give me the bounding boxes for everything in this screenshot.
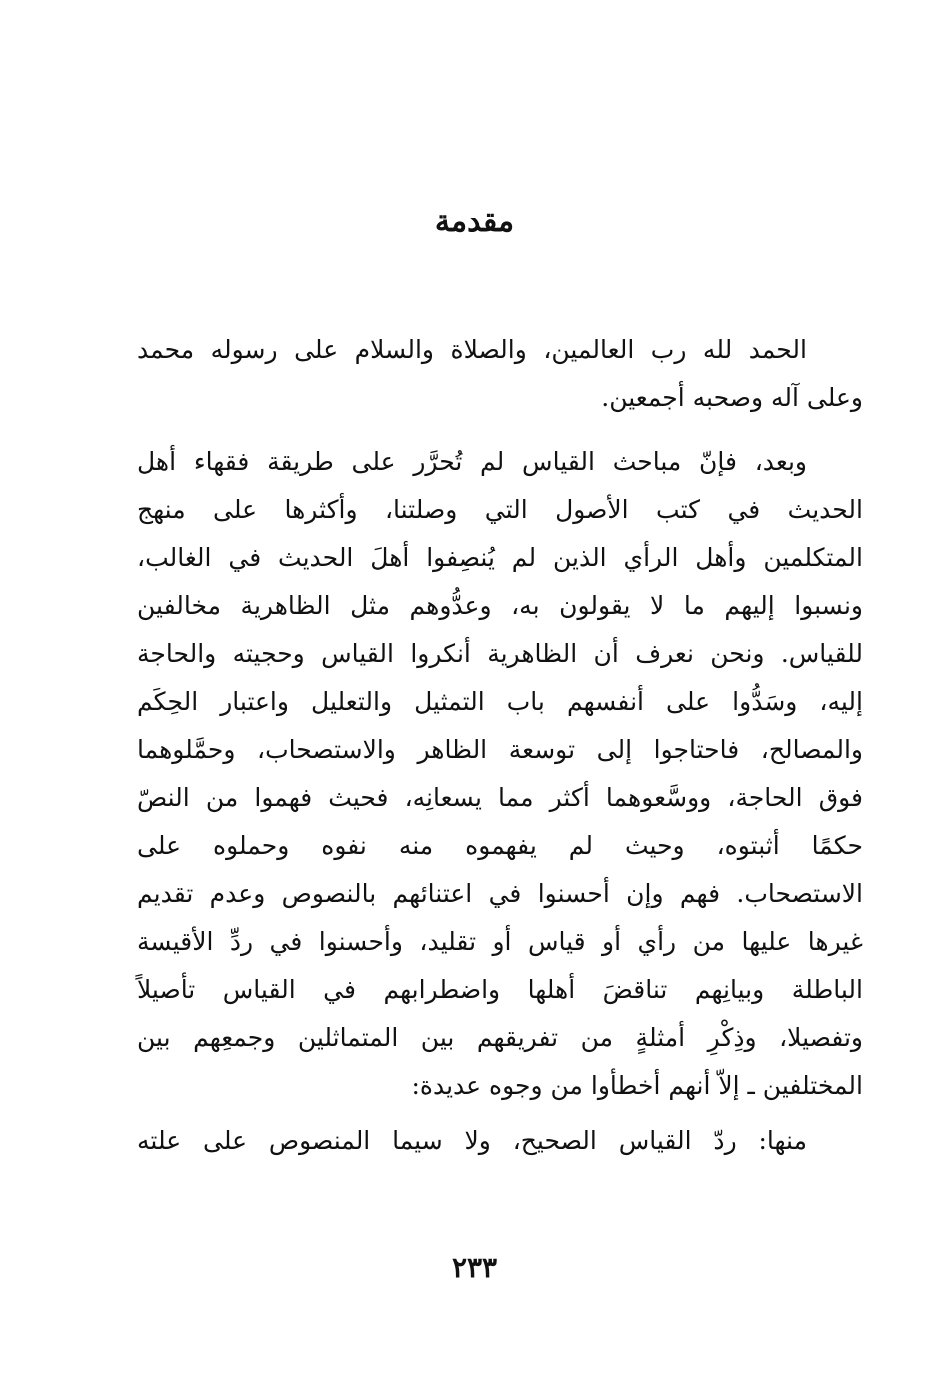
text-line: المختلفين ـ إلاّ أنهم أخطأوا من وجوه عديدة: xyxy=(411,1071,863,1100)
text-line: وبعد، فإنّ مباحث القياس لم تُحرَّر على طريقة فقهاء أهل xyxy=(137,447,807,476)
text-line: وعلى آله وصحبه أجمعين. xyxy=(601,383,863,412)
text-line: إليه، وسَدُّوا على أنفسهم باب التمثيل والتعليل واعتبار الحِكَم xyxy=(137,687,863,716)
text-line: غيرها عليها من رأي أو قياس أو تقليد، وأحسنوا في ردِّ الأقيسة xyxy=(137,927,863,956)
text-line: للقياس. ونحن نعرف أن الظاهرية أنكروا القياس وحجيته والحاجة xyxy=(137,639,863,668)
text-line: الباطلة وبيانِهم تناقضَ أهلها واضطرابهم في القياس تأصيلاً xyxy=(137,975,863,1004)
text-line: ونسبوا إليهم ما لا يقولون به، وعدُّوهم مثل الظاهرية مخالفين xyxy=(137,591,863,620)
text-line: والمصالح، فاحتاجوا إلى توسعة الظاهر والاستصحاب، وحمَّلوهما xyxy=(137,735,863,764)
text-line: منها: ردّ القياس الصحيح، ولا سيما المنصوص على علته xyxy=(137,1126,807,1155)
text-line: الاستصحاب. فهم وإن أحسنوا في اعتنائهم بالنصوص وعدم تقديم xyxy=(137,879,863,908)
text-line: الحديث في كتب الأصول التي وصلتنا، وأكثرها على منهج xyxy=(137,495,863,524)
paragraph-first-point xyxy=(137,1117,863,1165)
text-line: فوق الحاجة، ووسَّعوهما أكثر مما يسعانِه، فحيث فهموا من النصّ xyxy=(137,783,863,812)
text-line: حكمًا أثبتوه، وحيث لم يفهموه منه نفوه وحملوه على xyxy=(137,831,863,860)
paragraph-introduction xyxy=(137,438,863,1110)
page-number: ٢٣٣ xyxy=(451,1251,498,1284)
text-line: المتكلمين وأهل الرأي الذين لم يُنصِفوا أهلَ الحديث في الغالب، xyxy=(137,543,863,572)
page-title: مقدمة xyxy=(434,204,515,239)
text-line: الحمد لله رب العالمين، والصلاة والسلام على رسوله محمد xyxy=(137,335,807,364)
text-line: وتفصيلا، وذِكْرِ أمثلةٍ من تفريقهم بين المتماثلين وجمعِهم بين xyxy=(137,1023,863,1052)
paragraph-praise xyxy=(137,326,863,422)
